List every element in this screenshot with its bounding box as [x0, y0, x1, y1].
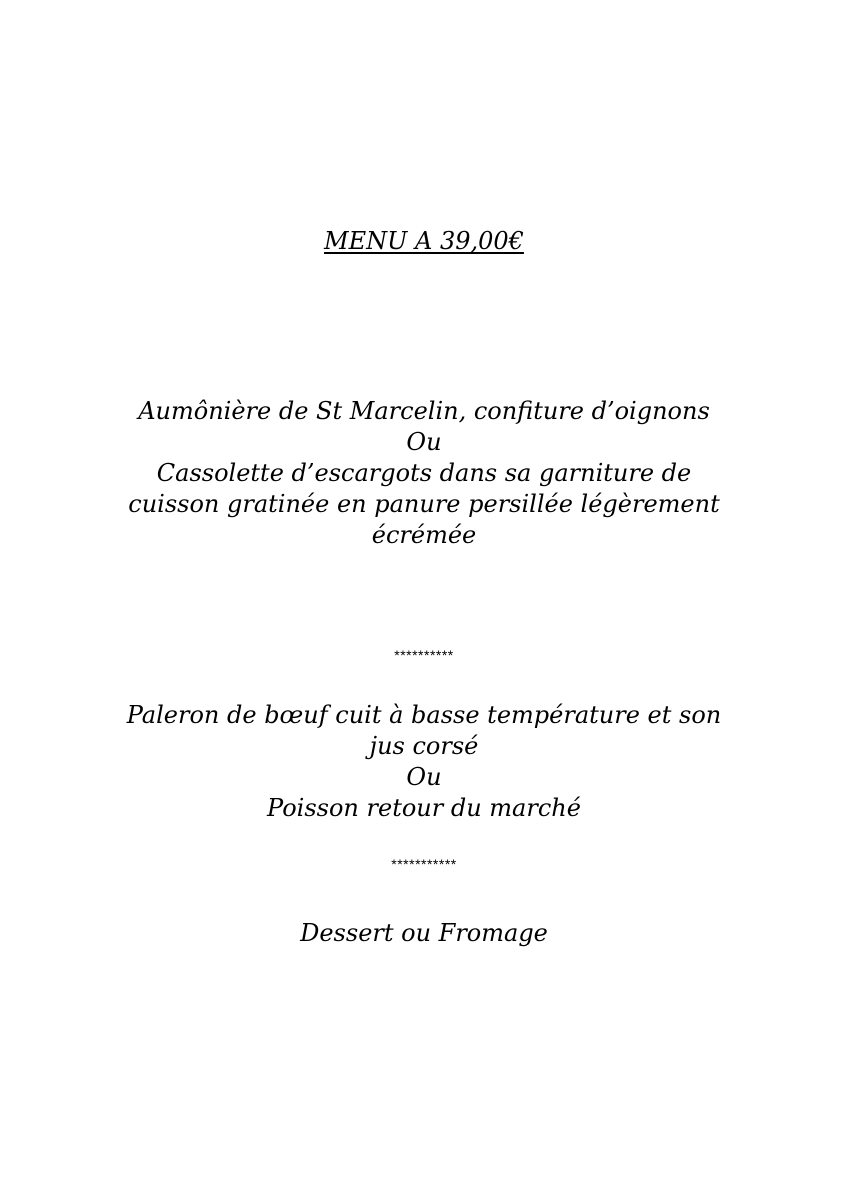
main-or: Ou: [406, 763, 442, 791]
starters-section: [0, 396, 848, 551]
starter-or: Ou: [406, 428, 442, 456]
separator-2: ***********: [391, 856, 457, 872]
mains-section: [0, 700, 848, 824]
main-option-2: Poisson retour du marché: [267, 794, 581, 822]
main-option-1-line-1: Paleron de bœuf cuit à basse température et son: [126, 701, 722, 729]
menu-title: MENU A 39,00€: [324, 227, 524, 255]
main-option-1-line-2: jus corsé: [369, 732, 479, 760]
starter-option-2-line-3: écrémée: [371, 521, 477, 549]
separator-1: **********: [394, 647, 454, 663]
starter-option-2-line-1: Cassolette d’escargots dans sa garniture de: [156, 459, 692, 487]
dessert-section: [0, 918, 848, 949]
starter-option-2-line-2: cuisson gratinée en panure persillée légèrement: [128, 490, 720, 518]
dessert-line: Dessert ou Fromage: [300, 919, 548, 947]
starter-option-1: Aumônière de St Marcelin, confiture d’oignons: [138, 397, 710, 425]
